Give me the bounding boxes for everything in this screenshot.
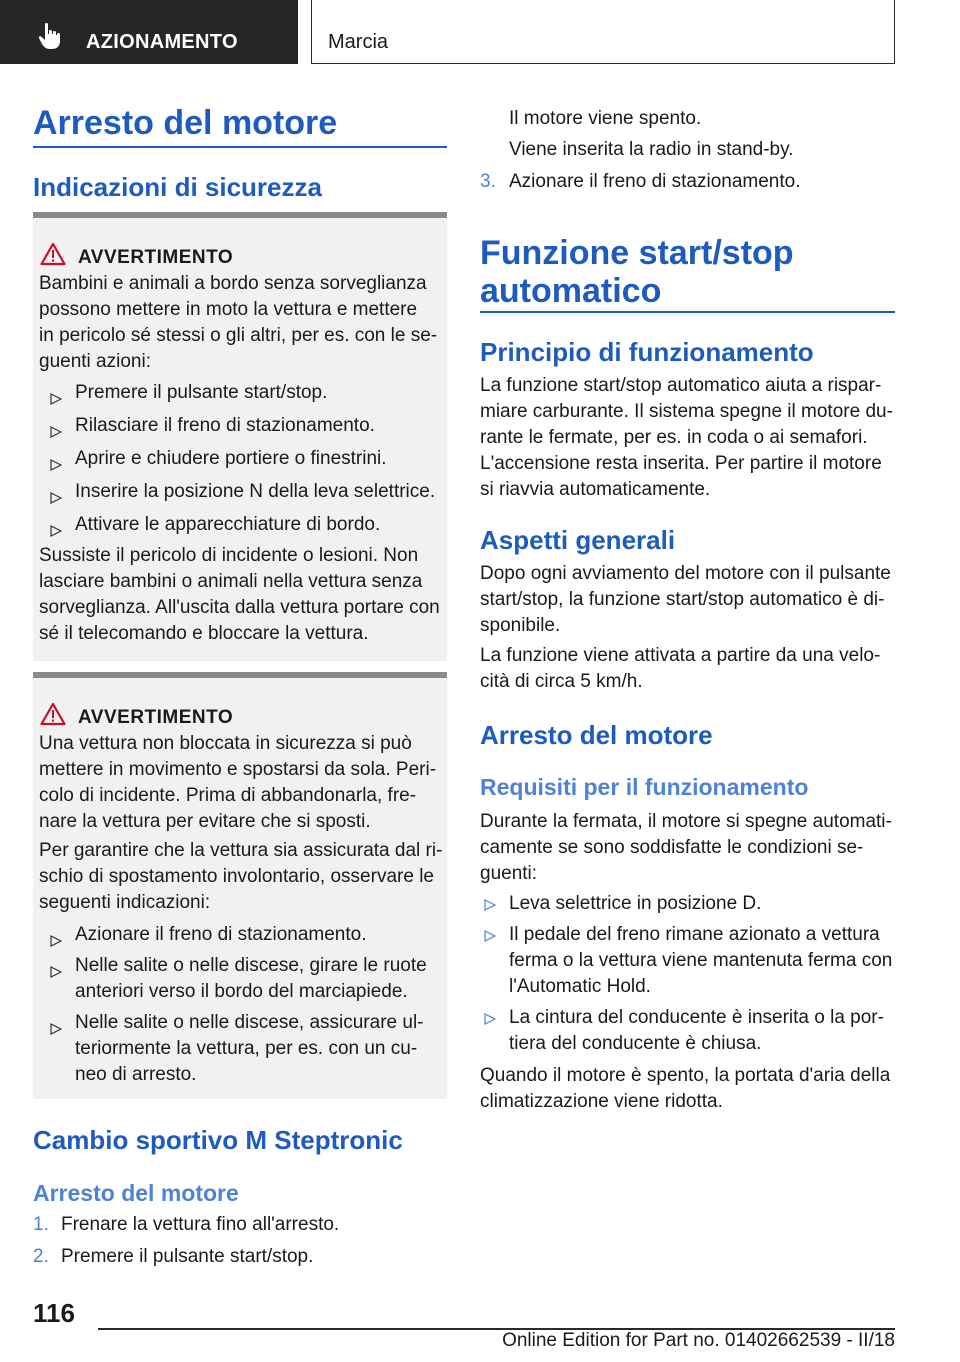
list-item: Leva selettrice in posizione D. xyxy=(509,893,762,914)
warning-2-text-2: Per garantire che la vettura sia assicurata dal ri- schio di spostamento involontario, osservare le seguenti indicazioni: xyxy=(39,840,443,913)
bullet-triangle-icon xyxy=(50,393,62,405)
list-item: Attivare le apparecchiature di bordo. xyxy=(75,514,381,535)
principle-heading: Principio di funzionamento xyxy=(480,337,814,367)
section-tab xyxy=(0,0,298,64)
warning-label: AVVERTIMENTO xyxy=(78,247,234,268)
chapter-title: Marcia xyxy=(328,31,389,53)
warning-2-text: Una vettura non bloccata in sicurezza si può mettere in movimento e spostarsi da sola. Peri- colo di incidente. Prima di abbandonarla, fre- nare la vettura per evitare che si sposti. xyxy=(39,733,437,832)
step-text: Premere il pulsante start/stop. xyxy=(61,1246,314,1267)
warning-1-text: Bambini e animali a bordo senza sorveglianza possono mettere in moto la vettura e mettere in pericolo sé stessi o gli altri, per es. con le se- guenti azioni: xyxy=(39,273,438,372)
step-text: Azionare il freno di stazionamento. xyxy=(509,171,801,192)
general-text: Dopo ogni avviamento del motore con il pulsante start/stop, la funzione start/stop automatico è di- sponibile. xyxy=(480,563,891,636)
stop-heading: Arresto del motore xyxy=(480,720,713,750)
step-number: 2. xyxy=(33,1246,49,1267)
warning-triangle-icon xyxy=(40,242,66,266)
steptronic-subheading: Arresto del motore xyxy=(33,1180,239,1206)
edition-text: Online Edition for Part no. 01402662539 - II/18 xyxy=(502,1330,895,1351)
warning-label: AVVERTIMENTO xyxy=(78,707,234,728)
chapter-box xyxy=(311,0,895,64)
list-item: Aprire e chiudere portiere o finestrini. xyxy=(75,448,387,469)
requirements-text: Durante la fermata, il motore si spegne automati- camente se sono soddisfatte le condizioni se- guenti: xyxy=(480,811,892,884)
list-item: Premere il pulsante start/stop. xyxy=(75,382,328,403)
list-item: La cintura del conducente è inserita o la por- tiera del conducente è chiusa. xyxy=(509,1007,884,1054)
page-title: Arresto del motore xyxy=(33,104,338,142)
safety-heading: Indicazioni di sicurezza xyxy=(33,172,322,202)
list-item: Nelle salite o nelle discese, assicurare ul- teriormente la vettura, per es. con un cu- neo di arresto. xyxy=(75,1012,424,1085)
steptronic-heading: Cambio sportivo M Steptronic xyxy=(33,1125,403,1155)
final-text: Quando il motore è spento, la portata d'aria della climatizzazione viene ridotta. xyxy=(480,1065,891,1112)
list-item: Inserire la posizione N della leva selettrice. xyxy=(75,481,436,502)
step-number: 3. xyxy=(480,171,496,192)
warning-1-after-text: Sussiste il pericolo di incidente o lesioni. Non lasciare bambini o animali nella vettura senza sorveglianza. All'uscita dalla vettura portare con sé il telecomando e bloccare la vettura. xyxy=(39,545,440,644)
bullet-triangle-icon xyxy=(50,426,62,438)
general-text-2: La funzione viene attivata a partire da una velo- cità di circa 5 km/h. xyxy=(480,645,881,692)
title-rule xyxy=(480,311,895,313)
bullet-triangle-icon xyxy=(484,930,496,942)
step-continuation: Viene inserita la radio in stand-by. xyxy=(509,139,794,160)
bullet-triangle-icon xyxy=(50,1023,62,1035)
bullet-triangle-icon xyxy=(50,525,62,537)
page-number: 116 xyxy=(33,1298,75,1328)
list-item: Azionare il freno di stazionamento. xyxy=(75,924,367,945)
list-item: Nelle salite o nelle discese, girare le ruote anteriori verso il bordo del marciapiede. xyxy=(75,955,427,1002)
bullet-triangle-icon xyxy=(484,899,496,911)
list-item: Rilasciare il freno di stazionamento. xyxy=(75,415,375,436)
requirements-heading: Requisiti per il funzionamento xyxy=(480,774,809,800)
step-text: Frenare la vettura fino all'arresto. xyxy=(61,1214,340,1235)
principle-text: La funzione start/stop automatico aiuta a rispar- miare carburante. Il sistema spegne il motore du- rante le fermate, per es. in coda o ai semafori. L'accensione resta inserita. Per partire il motore si riavvia automaticamente. xyxy=(480,375,893,500)
hand-pointer-icon xyxy=(38,22,64,50)
section-title: Funzione start/stop automatico xyxy=(480,234,794,310)
step-number: 1. xyxy=(33,1214,49,1235)
bullet-triangle-icon xyxy=(50,492,62,504)
bullet-triangle-icon xyxy=(484,1013,496,1025)
bullet-triangle-icon xyxy=(50,935,62,947)
bullet-triangle-icon xyxy=(50,459,62,471)
bullet-triangle-icon xyxy=(50,966,62,978)
title-rule xyxy=(33,146,447,148)
warning-triangle-icon xyxy=(40,702,66,726)
list-item: Il pedale del freno rimane azionato a vettura ferma o la vettura viene mantenuta ferma con l'Automatic Hold. xyxy=(509,924,893,997)
general-heading: Aspetti generali xyxy=(480,525,676,555)
section-title: AZIONAMENTO xyxy=(86,31,238,53)
step-continuation: Il motore viene spento. xyxy=(509,108,702,129)
